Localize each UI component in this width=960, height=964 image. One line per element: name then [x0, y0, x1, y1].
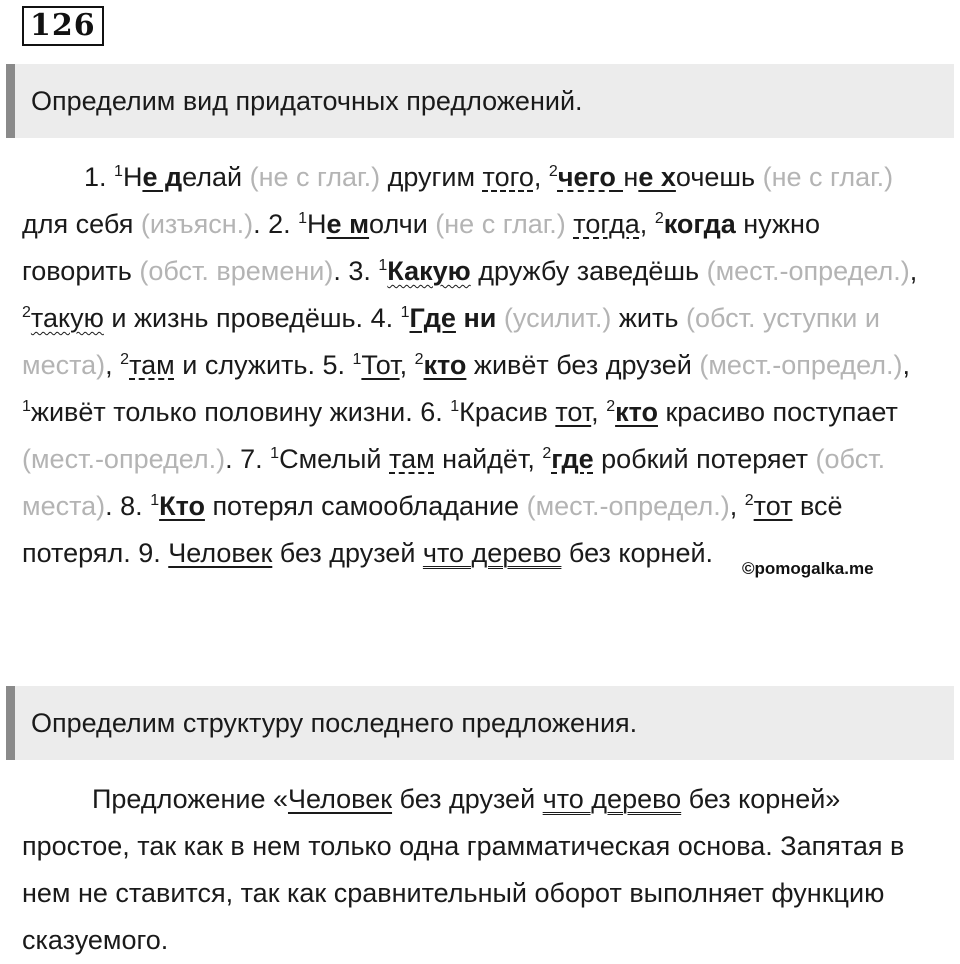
- text-run: Красив: [459, 397, 556, 427]
- text-run: жить: [611, 303, 686, 333]
- text-run: и служить. 5.: [174, 350, 353, 380]
- text-run: робкий потеряет: [593, 444, 816, 474]
- text-run: [496, 303, 504, 333]
- clause-annotation: (усилит.): [503, 303, 612, 333]
- clause-index: 1: [400, 304, 410, 321]
- text-run: без друзей: [392, 784, 543, 814]
- clause-annotation: (не с глаг.): [762, 162, 894, 192]
- text-run: живёт без друзей: [466, 350, 700, 380]
- text-run: очешь: [675, 162, 763, 192]
- text-run: всё потерял. 9.: [22, 491, 843, 568]
- text-run: ,: [729, 491, 745, 521]
- text-run: для себя: [22, 209, 141, 239]
- marked-word: того: [482, 162, 534, 192]
- text-run: нужно говорить: [22, 209, 820, 286]
- text-run: . 8.: [105, 491, 151, 521]
- text-run: найдёт,: [434, 444, 543, 474]
- clause-index: 2: [654, 210, 664, 227]
- marked-word: тот: [555, 397, 592, 427]
- clause-index: 1: [22, 398, 31, 415]
- marked-word: е м: [326, 209, 370, 239]
- text-run: без друзей: [272, 538, 423, 568]
- marked-word: Человек: [287, 784, 393, 814]
- marked-word: кто: [423, 350, 467, 380]
- text-run: ,: [105, 350, 121, 380]
- clause-index: 2: [414, 351, 424, 368]
- text-run: 1.: [84, 162, 115, 192]
- clause-annotation: (обст. места): [22, 444, 886, 521]
- marked-word: кто: [615, 397, 658, 427]
- marked-word: там: [129, 350, 175, 380]
- text-run: ,: [639, 209, 655, 239]
- clause-annotation: (обст. уступки и места): [22, 303, 880, 380]
- text-run: красиво поступает: [657, 397, 898, 427]
- text-run: без корней.: [561, 538, 714, 568]
- clause-index: 2: [606, 398, 616, 415]
- clause-index: 1: [114, 163, 123, 180]
- clause-index: 1: [352, 351, 362, 368]
- text-run: елай: [182, 162, 250, 192]
- marked-word: такую: [30, 303, 104, 333]
- task-number: 126: [22, 6, 104, 46]
- text-run: ,: [902, 350, 911, 380]
- clause-index: 2: [744, 492, 754, 509]
- marked-word: Кто: [159, 491, 205, 521]
- marked-word: Где: [409, 303, 456, 333]
- text-run: Предложение «: [92, 784, 288, 814]
- clause-annotation: (мест.-определ.): [699, 350, 903, 380]
- conclusion-paragraph: [22, 776, 937, 964]
- marked-word: тот: [753, 491, 793, 521]
- text-run: дружбу заведёшь: [470, 256, 707, 286]
- text-run: живёт только половину жизни. 6.: [30, 397, 451, 427]
- marked-word: Какую: [387, 256, 471, 286]
- section-heading-clause-types: [6, 64, 954, 138]
- text-run: ,: [591, 397, 607, 427]
- clause-index: 1: [378, 257, 388, 274]
- text-run: . 2.: [253, 209, 299, 239]
- clause-index: 2: [548, 163, 558, 180]
- text-run: другим: [380, 162, 483, 192]
- text-run: и жизнь проведёшь. 4.: [103, 303, 401, 333]
- text-run: н: [623, 162, 639, 192]
- clause-index: 2: [22, 304, 31, 321]
- clause-annotation: (мест.-определ.): [22, 444, 226, 474]
- marked-word: Тот: [361, 350, 400, 380]
- text-run: Н: [307, 209, 327, 239]
- section-heading-text: Определим вид придаточных предложений.: [31, 85, 583, 116]
- text-run: ,: [399, 350, 415, 380]
- watermark: ©pomogalka.me: [742, 559, 874, 578]
- clause-index: 2: [120, 351, 130, 368]
- text-run: олчи: [369, 209, 436, 239]
- text-run: без корней» простое, так как в нем только одна грамматическая основа. Запятая в нем не ставится, так как сравнительный оборот выполняет функцию сказуемого.: [22, 784, 905, 955]
- text-run: . 3.: [333, 256, 379, 286]
- marked-word: е д: [142, 162, 183, 192]
- marked-word: тогда: [573, 209, 640, 239]
- clause-index: 1: [270, 445, 280, 462]
- analysis-paragraph: [22, 154, 937, 577]
- marked-word: Человек: [168, 538, 273, 568]
- clause-index: 1: [150, 492, 160, 509]
- marked-word: ни: [455, 303, 497, 333]
- section-heading-text: Определим структуру последнего предложения.: [31, 707, 638, 738]
- marked-word: когда: [663, 209, 736, 239]
- text-run: ,: [909, 256, 918, 286]
- marked-word: где: [551, 444, 594, 474]
- marked-word: е х: [638, 162, 676, 192]
- text-run: Смелый: [279, 444, 390, 474]
- clause-annotation: (не с глаг.): [249, 162, 381, 192]
- text-run: . 7.: [225, 444, 271, 474]
- clause-annotation: (мест.-определ.): [526, 491, 730, 521]
- marked-word: что дерево: [422, 538, 562, 568]
- clause-index: 2: [542, 445, 552, 462]
- text-run: ,: [533, 162, 549, 192]
- clause-annotation: (мест.-определ.): [706, 256, 910, 286]
- text-run: потерял самообладание: [204, 491, 527, 521]
- text-run: Н: [122, 162, 143, 192]
- marked-word: что дерево: [542, 784, 682, 814]
- clause-index: 1: [298, 210, 308, 227]
- clause-annotation: (не с глаг.): [435, 209, 566, 239]
- section-heading-structure: [6, 686, 954, 760]
- marked-word: чего: [557, 162, 616, 192]
- clause-index: 1: [450, 398, 460, 415]
- clause-annotation: (обст. времени): [139, 256, 334, 286]
- marked-word: там: [389, 444, 435, 474]
- clause-annotation: (изъясн.): [140, 209, 254, 239]
